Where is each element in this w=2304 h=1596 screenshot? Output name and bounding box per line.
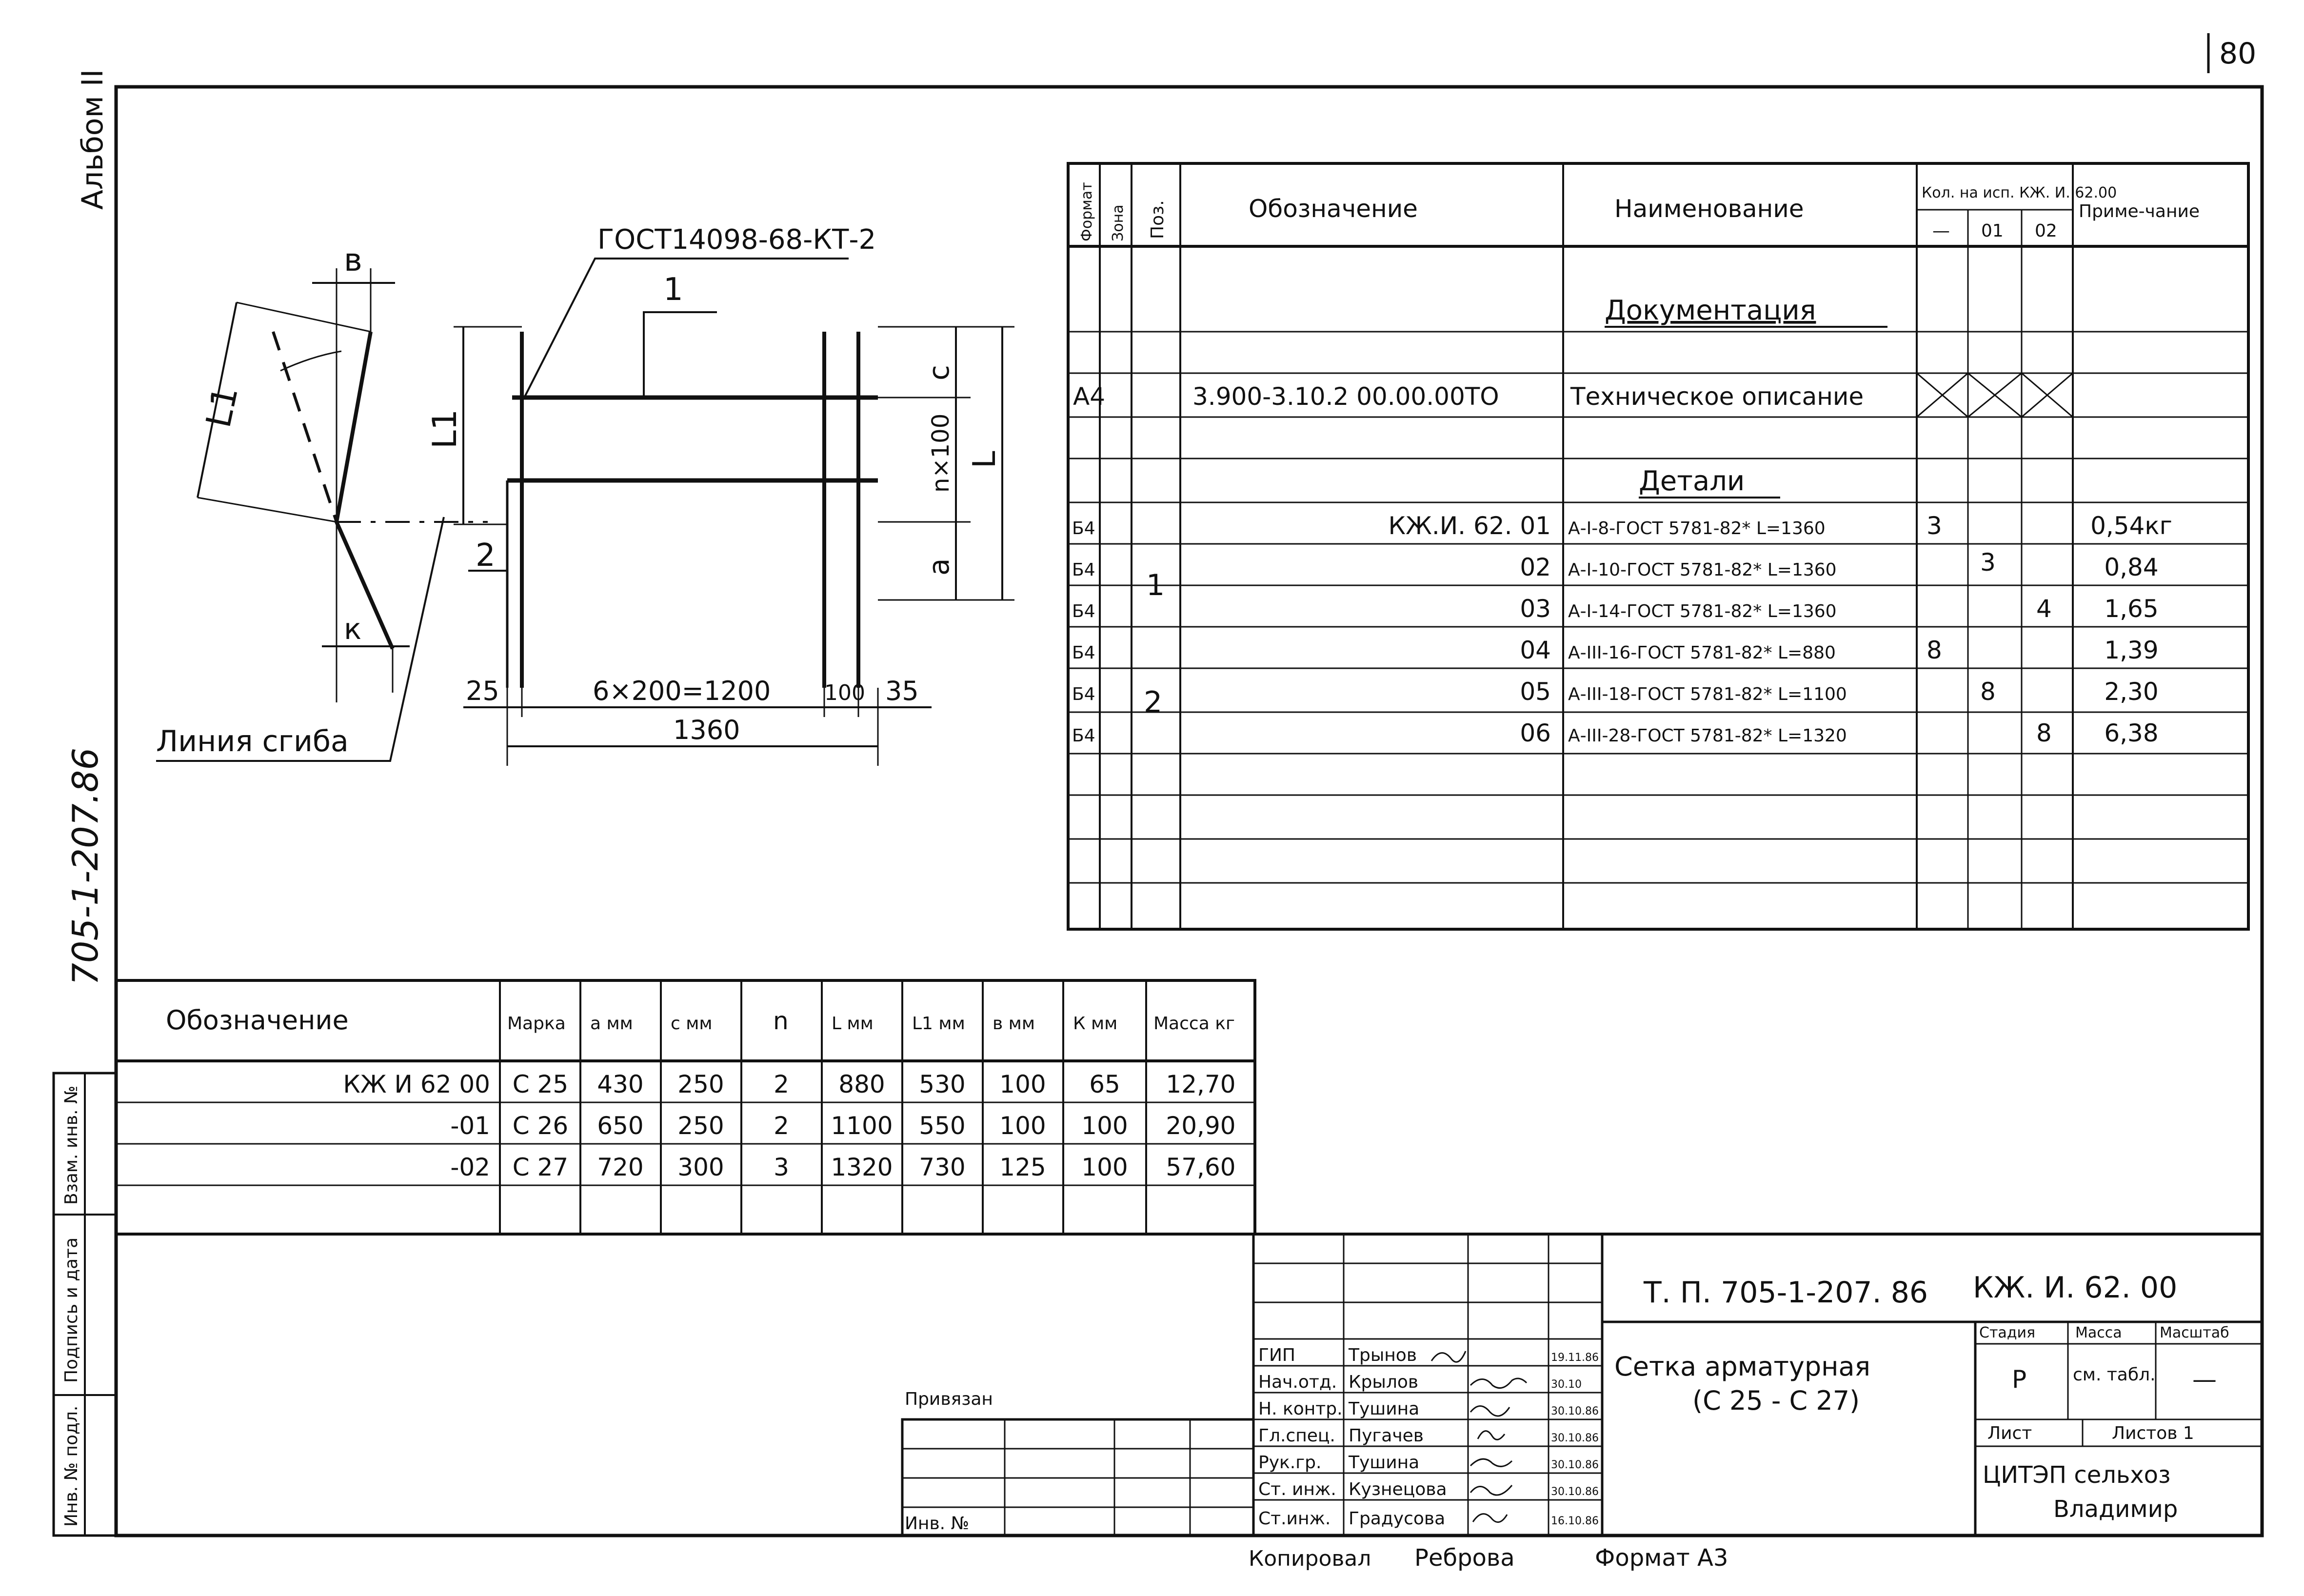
- params-cell: 530: [919, 1070, 966, 1098]
- spec-row-format: Б4: [1072, 643, 1095, 663]
- spec-row-note: 0,54кг: [2090, 512, 2172, 540]
- signature-mark: [1431, 1351, 1466, 1362]
- signature-mark: [1470, 1485, 1512, 1495]
- spec-row-pos: 2: [1144, 685, 1163, 719]
- params-header-mark: Марка: [507, 1014, 566, 1034]
- params-cell: 100: [1081, 1112, 1128, 1140]
- spec-row-name: А-I-8-ГОСТ 5781-82* L=1360: [1568, 519, 1826, 539]
- params-row: [343, 1070, 1235, 1098]
- spec-row: [1072, 512, 2172, 540]
- spec-row: [1072, 595, 2159, 623]
- dim-spacing: 6×200=1200: [593, 676, 771, 706]
- signer-name: Тушина: [1349, 1453, 1420, 1473]
- params-cell: 2: [774, 1112, 789, 1140]
- privyazan-label: Привязан: [905, 1389, 993, 1409]
- spec-doc-name: Техническое описание: [1570, 382, 1864, 411]
- spec-header-qty-02: 02: [2035, 221, 2057, 241]
- spec-section-details: Детали: [1639, 465, 1745, 497]
- doc-code-vertical: 705-1-207.86: [65, 747, 106, 985]
- params-cell: 550: [919, 1112, 966, 1140]
- signer-role: Ст.инж.: [1258, 1509, 1331, 1529]
- side-stamp: [54, 1073, 116, 1536]
- params-header-mass: Масса кг: [1153, 1014, 1235, 1034]
- spec-row: [1072, 636, 2159, 664]
- params-cell: 100: [1081, 1153, 1128, 1181]
- spec-header-qty: Кол. на исп. КЖ. И. 62.00: [1922, 184, 2117, 201]
- stage-label: Стадия: [1979, 1324, 2036, 1341]
- position-1-label: 1: [663, 272, 683, 308]
- spec-row-designation: КЖ.И. 62. 01: [1388, 512, 1551, 540]
- params-cell: -02: [450, 1153, 490, 1181]
- spec-doc-designation: 3.900-3.10.2 00.00.00ТО: [1192, 382, 1499, 411]
- spec-header-zone: Зона: [1110, 204, 1127, 241]
- signature-mark: [1470, 1406, 1510, 1416]
- spec-row-designation: 05: [1520, 678, 1551, 706]
- signer-row: [1258, 1479, 1599, 1499]
- params-cell: 250: [677, 1112, 724, 1140]
- spec-row: [1072, 719, 2159, 747]
- spec-doc-format: А4: [1073, 382, 1106, 411]
- params-table: [116, 980, 1255, 1234]
- signer-row: [1258, 1345, 1599, 1365]
- stamp-inv-orig: Инв. № подл.: [61, 1405, 81, 1527]
- spec-row-q2: 4: [2036, 595, 2052, 623]
- spec-row-designation: 06: [1520, 719, 1551, 747]
- params-header-b: в мм: [993, 1014, 1035, 1034]
- spec-table: [1068, 163, 2248, 929]
- signer-name: Кузнецова: [1349, 1479, 1447, 1499]
- spec-row-name: А-III-18-ГОСТ 5781-82* L=1100: [1568, 684, 1847, 704]
- spec-row-format: Б4: [1072, 726, 1095, 746]
- inv-no-label: Инв. №: [905, 1514, 970, 1534]
- spec-row-designation: 04: [1520, 636, 1551, 664]
- params-cell: 430: [597, 1070, 644, 1098]
- dim-100: 100: [824, 680, 865, 705]
- album-label: Альбом II: [76, 69, 110, 210]
- spec-header-note: Приме-чание: [2079, 201, 2200, 221]
- mass-value: см. табл.: [2073, 1365, 2156, 1385]
- footer-copier: Реброва: [1414, 1544, 1515, 1572]
- sheets-label: Листов 1: [2112, 1423, 2194, 1443]
- signer-date: 19.11.86: [1551, 1352, 1599, 1364]
- signature-mark: [1478, 1431, 1505, 1440]
- signer-date: 30.10.86: [1551, 1432, 1599, 1444]
- org-line1: ЦИТЭП сельхоз: [1983, 1461, 2171, 1489]
- scale-label: Масштаб: [2160, 1324, 2229, 1341]
- params-cell: С 27: [512, 1153, 569, 1181]
- spec-row: [1072, 678, 2159, 719]
- mass-label: Масса: [2075, 1324, 2122, 1341]
- params-row: [450, 1153, 1235, 1181]
- drawing-code: КЖ. И. 62. 00: [1973, 1271, 2178, 1305]
- signer-role: Рук.гр.: [1258, 1453, 1322, 1473]
- signer-row: [1258, 1509, 1599, 1529]
- spec-row-q1: 8: [1980, 678, 1996, 706]
- dim-k: к: [344, 612, 362, 646]
- spec-row-note: 1,65: [2104, 595, 2159, 623]
- params-cell: 2: [774, 1070, 789, 1098]
- params-header-L: L мм: [832, 1014, 874, 1034]
- params-cell: 880: [838, 1070, 885, 1098]
- params-cell: 65: [1089, 1070, 1120, 1098]
- signer-name: Крылов: [1349, 1372, 1419, 1392]
- spec-doc-crosses: [1917, 373, 2073, 417]
- spec-row-q0: 3: [1927, 512, 1942, 540]
- dim-a: a: [922, 558, 955, 576]
- signer-role: Гл.спец.: [1258, 1426, 1335, 1446]
- signer-date: 30.10: [1551, 1378, 1582, 1391]
- spec-row-designation: 02: [1520, 553, 1551, 581]
- signer-row: [1258, 1453, 1599, 1473]
- params-cell: КЖ И 62 00: [343, 1070, 490, 1098]
- spec-row-note: 0,84: [2104, 553, 2159, 581]
- stamp-replace-inv: Взам. инв. №: [61, 1085, 81, 1205]
- spec-row-name: А-I-10-ГОСТ 5781-82* L=1360: [1568, 560, 1837, 580]
- params-cell: 20,90: [1166, 1112, 1236, 1140]
- params-cell: 100: [999, 1070, 1046, 1098]
- params-header-n: n: [773, 1007, 789, 1035]
- stage-value: Р: [2012, 1365, 2027, 1394]
- params-cell: 300: [677, 1153, 724, 1181]
- mesh-plan-view: [426, 224, 1014, 766]
- params-cell: С 25: [512, 1070, 569, 1098]
- signer-row: [1258, 1372, 1582, 1392]
- spec-header-qty-01: 01: [1981, 221, 2004, 241]
- params-cell: 3: [774, 1153, 789, 1181]
- spec-row-note: 2,30: [2104, 678, 2159, 706]
- params-cell: С 26: [512, 1112, 569, 1140]
- sheet-label: Лист: [1987, 1423, 2032, 1443]
- org-line2: Владимир: [2053, 1496, 2178, 1523]
- mesh-drawing: [156, 224, 1014, 766]
- signer-role: ГИП: [1258, 1345, 1295, 1365]
- dim-L1-angled: L1: [198, 382, 246, 431]
- signer-date: 30.10.86: [1551, 1405, 1599, 1417]
- spec-row-note: 6,38: [2104, 719, 2159, 747]
- gost-note: ГОСТ14098-68-КТ-2: [597, 224, 876, 256]
- params-header-k: К мм: [1073, 1014, 1118, 1034]
- sheet-frame: [116, 87, 2262, 1536]
- signer-role: Ст. инж.: [1258, 1479, 1336, 1499]
- params-cell: 730: [919, 1153, 966, 1181]
- spec-row-name: А-III-16-ГОСТ 5781-82* L=880: [1568, 643, 1836, 663]
- params-row: [450, 1112, 1235, 1140]
- drawing-title-line2: (С 25 - С 27): [1692, 1385, 1860, 1416]
- footer-format: Формат А3: [1595, 1544, 1728, 1572]
- params-header-c: c мм: [671, 1014, 713, 1034]
- spec-row-name: А-I-14-ГОСТ 5781-82* L=1360: [1568, 601, 1837, 621]
- params-cell: 250: [677, 1070, 724, 1098]
- spec-header-format: Формат: [1078, 182, 1095, 241]
- signature-mark: [1470, 1459, 1512, 1466]
- signer-date: 30.10.86: [1551, 1459, 1599, 1471]
- spec-row: [1072, 548, 2159, 602]
- dim-c: c: [922, 365, 955, 380]
- fold-line-label: Линия сгиба: [156, 724, 349, 758]
- spec-row-q2: 8: [2036, 719, 2052, 747]
- drawing-title-line1: Сетка арматурная: [1614, 1351, 1871, 1382]
- bent-bar-view: [156, 242, 488, 761]
- footer-copied: Копировал: [1249, 1546, 1371, 1571]
- dim-b: в: [344, 242, 362, 279]
- page-number: 80: [2219, 37, 2257, 71]
- params-cell: 57,60: [1166, 1153, 1236, 1181]
- signer-name: Градусова: [1349, 1509, 1446, 1529]
- dim-L: L: [967, 451, 1003, 468]
- params-cell: 100: [999, 1112, 1046, 1140]
- scale-value: —: [2192, 1365, 2217, 1394]
- signer-row: [1258, 1426, 1599, 1446]
- spec-row-format: Б4: [1072, 519, 1095, 539]
- signer-role: Н. контр.: [1258, 1399, 1343, 1419]
- dim-nx100: n×100: [927, 413, 954, 493]
- spec-row-name: А-III-28-ГОСТ 5781-82* L=1320: [1568, 726, 1847, 746]
- params-header-a: a мм: [590, 1014, 633, 1034]
- params-cell: 125: [999, 1153, 1046, 1181]
- spec-section-docs: Документация: [1605, 295, 1816, 326]
- spec-row-format: Б4: [1072, 684, 1095, 704]
- signer-date: 16.10.86: [1551, 1515, 1599, 1527]
- stamp-sign-date: Подпись и дата: [61, 1237, 81, 1383]
- spec-row-designation: 03: [1520, 595, 1551, 623]
- dim-35: 35: [885, 676, 919, 706]
- spec-row-format: Б4: [1072, 601, 1095, 621]
- params-cell: -01: [450, 1112, 490, 1140]
- params-header-L1: L1 мм: [912, 1014, 965, 1034]
- position-2-label: 2: [476, 538, 496, 574]
- signer-name: Трынов: [1349, 1345, 1417, 1365]
- title-block: [116, 1234, 2262, 1536]
- dim-total: 1360: [673, 715, 740, 745]
- signer-name: Тушина: [1349, 1399, 1420, 1419]
- spec-row-format: Б4: [1072, 560, 1095, 580]
- params-header-designation: Обозначение: [166, 1005, 349, 1036]
- spec-header-qty-dash: —: [1932, 221, 1950, 241]
- params-cell: 1100: [831, 1112, 893, 1140]
- spec-header-name: Наименование: [1614, 195, 1804, 223]
- spec-row-pos: 1: [1146, 568, 1165, 602]
- signature-mark: [1473, 1514, 1507, 1522]
- params-cell: 650: [597, 1112, 644, 1140]
- spec-header-designation: Обозначение: [1249, 195, 1418, 223]
- spec-row-note: 1,39: [2104, 636, 2159, 664]
- signer-role: Нач.отд.: [1258, 1372, 1337, 1392]
- signer-row: [1258, 1399, 1599, 1419]
- spec-row-q1: 3: [1980, 548, 1996, 577]
- spec-header-pos: Поз.: [1148, 200, 1168, 239]
- params-cell: 12,70: [1166, 1070, 1236, 1098]
- dim-25: 25: [466, 676, 499, 706]
- params-cell: 1320: [831, 1153, 893, 1181]
- signer-name: Пугачев: [1349, 1426, 1424, 1446]
- signer-date: 30.10.86: [1551, 1486, 1599, 1498]
- spec-row-q0: 8: [1927, 636, 1942, 664]
- project-number: Т. П. 705-1-207. 86: [1644, 1276, 1928, 1310]
- signature-mark: [1470, 1378, 1527, 1388]
- params-cell: 720: [597, 1153, 644, 1181]
- dim-L1: L1: [426, 409, 464, 449]
